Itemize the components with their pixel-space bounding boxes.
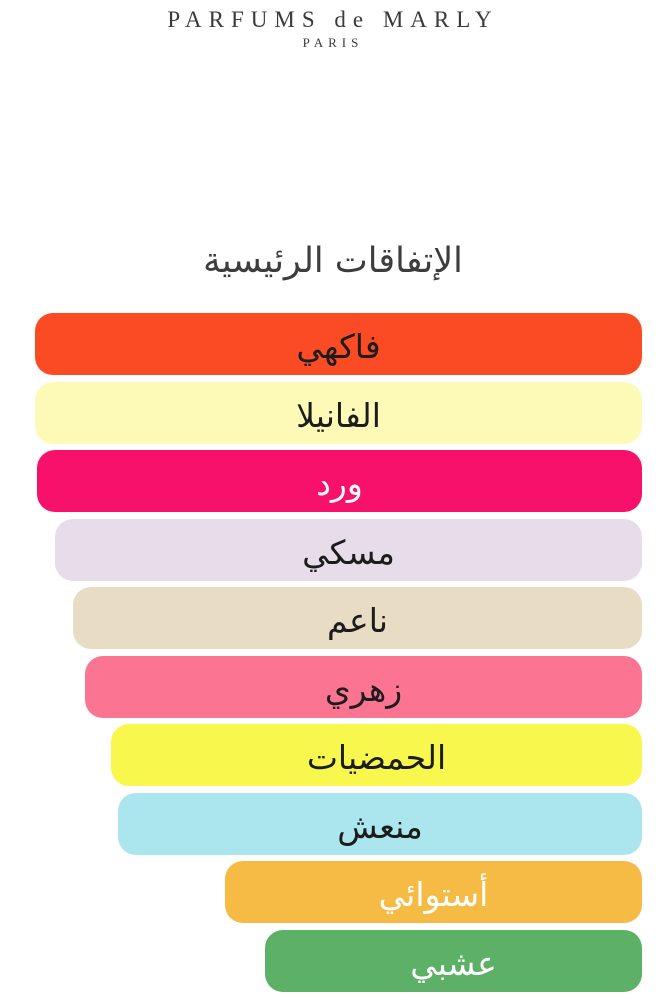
section-title: الإتفاقات الرئيسية bbox=[203, 241, 463, 281]
accords-list bbox=[34, 313, 642, 992]
brand-city: PARIS bbox=[302, 35, 364, 50]
accord-bar: عشبي bbox=[265, 930, 642, 992]
accord-bar: ناعم bbox=[73, 587, 642, 649]
accord-bar: منعش bbox=[118, 793, 642, 855]
accord-bar: الحمضيات bbox=[111, 724, 642, 786]
accord-bar: زهري bbox=[85, 656, 642, 718]
accord-bar: مسكي bbox=[55, 519, 642, 581]
accord-bar: أستوائي bbox=[225, 861, 642, 923]
brand-header bbox=[0, 0, 666, 50]
accord-bar: الفانيلا bbox=[35, 382, 642, 444]
accord-bar: ورد bbox=[37, 450, 642, 512]
brand-name: PARFUMS de MARLY bbox=[167, 7, 499, 32]
accord-bar: فاكهي bbox=[35, 313, 642, 375]
